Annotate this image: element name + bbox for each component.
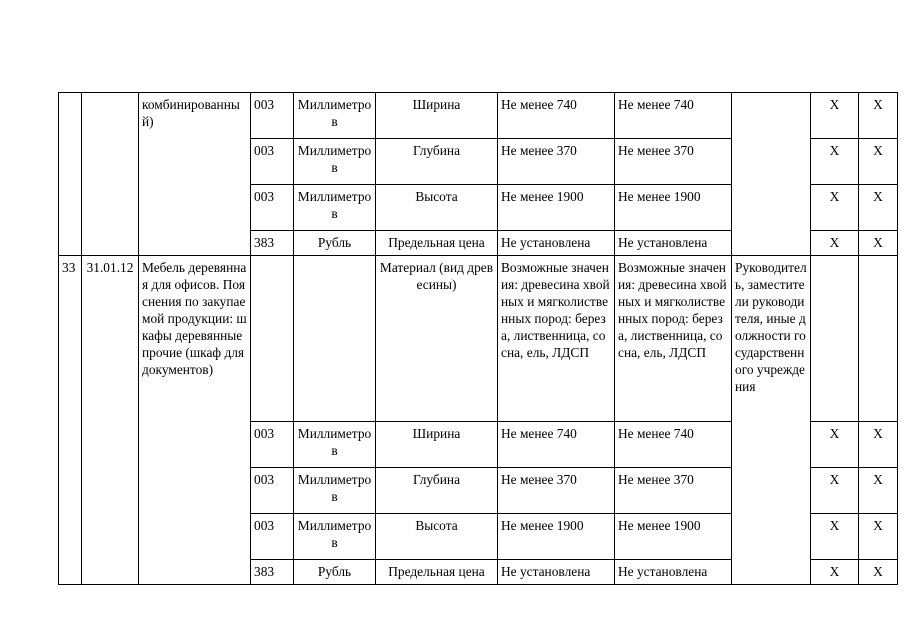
- x-cell-2: [859, 256, 898, 422]
- x-cell: X: [811, 93, 859, 139]
- value-cell-2: Не менее 740: [615, 422, 732, 468]
- x-cell: X: [811, 560, 859, 585]
- value-cell: Не менее 740: [498, 422, 615, 468]
- product-name-cell: комбинированный): [139, 93, 251, 256]
- value-cell-2: Возможные значения: древесина хвойных и мягколиственных пород: береза, лиственница, сосна, ель, ЛДСП: [615, 256, 732, 422]
- unit-code-cell: 383: [251, 560, 294, 585]
- x-cell: X: [811, 422, 859, 468]
- value-cell-2: Не установлена: [615, 231, 732, 256]
- x-cell: X: [811, 468, 859, 514]
- unit-code-cell: 003: [251, 422, 294, 468]
- positions-cell: Руководитель, заместители руководителя, иные должности государственного учреждения: [732, 256, 811, 585]
- value-cell-2: Не менее 1900: [615, 185, 732, 231]
- characteristic-cell: Высота: [376, 514, 498, 560]
- unit-code-cell: 003: [251, 139, 294, 185]
- table-row: [59, 93, 898, 139]
- x-cell: [811, 256, 859, 422]
- row-number-cell: [59, 93, 82, 256]
- characteristic-cell: Ширина: [376, 422, 498, 468]
- positions-cell: [732, 93, 811, 256]
- characteristic-cell: Высота: [376, 185, 498, 231]
- unit-name-cell: Миллиметров: [294, 185, 376, 231]
- x-cell-2: X: [859, 93, 898, 139]
- value-cell: Не менее 370: [498, 468, 615, 514]
- x-cell: X: [811, 139, 859, 185]
- table-row: [59, 256, 898, 422]
- value-cell: Не менее 1900: [498, 514, 615, 560]
- value-cell-2: Не менее 370: [615, 139, 732, 185]
- product-name-cell: Мебель деревянная для офисов. Пояснения по закупаемой продукции: шкафы деревянные прочие (шкаф для документов): [139, 256, 251, 585]
- unit-code-cell: 383: [251, 231, 294, 256]
- row-number-cell: 33: [59, 256, 82, 585]
- value-cell-2: Не установлена: [615, 560, 732, 585]
- value-cell: Не установлена: [498, 231, 615, 256]
- x-cell-2: X: [859, 468, 898, 514]
- unit-name-cell: Миллиметров: [294, 514, 376, 560]
- value-cell: Не установлена: [498, 560, 615, 585]
- characteristic-cell: Ширина: [376, 93, 498, 139]
- okpd-code-cell: [82, 93, 139, 256]
- x-cell-2: X: [859, 185, 898, 231]
- characteristic-cell: Глубина: [376, 468, 498, 514]
- unit-name-cell: Миллиметров: [294, 93, 376, 139]
- unit-name-cell: Миллиметров: [294, 422, 376, 468]
- characteristic-cell: Предельная цена: [376, 231, 498, 256]
- value-cell-2: Не менее 1900: [615, 514, 732, 560]
- unit-code-cell: 003: [251, 468, 294, 514]
- unit-code-cell: 003: [251, 514, 294, 560]
- value-cell: Не менее 1900: [498, 185, 615, 231]
- unit-code-cell: [251, 256, 294, 422]
- x-cell-2: X: [859, 514, 898, 560]
- characteristic-cell: Глубина: [376, 139, 498, 185]
- unit-code-cell: 003: [251, 185, 294, 231]
- x-cell: X: [811, 185, 859, 231]
- value-cell-2: Не менее 740: [615, 93, 732, 139]
- characteristic-cell: Предельная цена: [376, 560, 498, 585]
- x-cell: X: [811, 231, 859, 256]
- unit-name-cell: Рубль: [294, 231, 376, 256]
- x-cell-2: X: [859, 560, 898, 585]
- value-cell: Не менее 740: [498, 93, 615, 139]
- value-cell: Возможные значения: древесина хвойных и мягколиственных пород: береза, лиственница, сосна, ель, ЛДСП: [498, 256, 615, 422]
- unit-name-cell: Рубль: [294, 560, 376, 585]
- x-cell-2: X: [859, 231, 898, 256]
- characteristic-cell: Материал (вид древесины): [376, 256, 498, 422]
- okpd-code-cell: 31.01.12: [82, 256, 139, 585]
- value-cell: Не менее 370: [498, 139, 615, 185]
- unit-name-cell: Миллиметров: [294, 139, 376, 185]
- unit-name-cell: [294, 256, 376, 422]
- x-cell-2: X: [859, 422, 898, 468]
- unit-name-cell: Миллиметров: [294, 468, 376, 514]
- value-cell-2: Не менее 370: [615, 468, 732, 514]
- x-cell-2: X: [859, 139, 898, 185]
- requirements-table: [58, 92, 898, 585]
- unit-code-cell: 003: [251, 93, 294, 139]
- x-cell: X: [811, 514, 859, 560]
